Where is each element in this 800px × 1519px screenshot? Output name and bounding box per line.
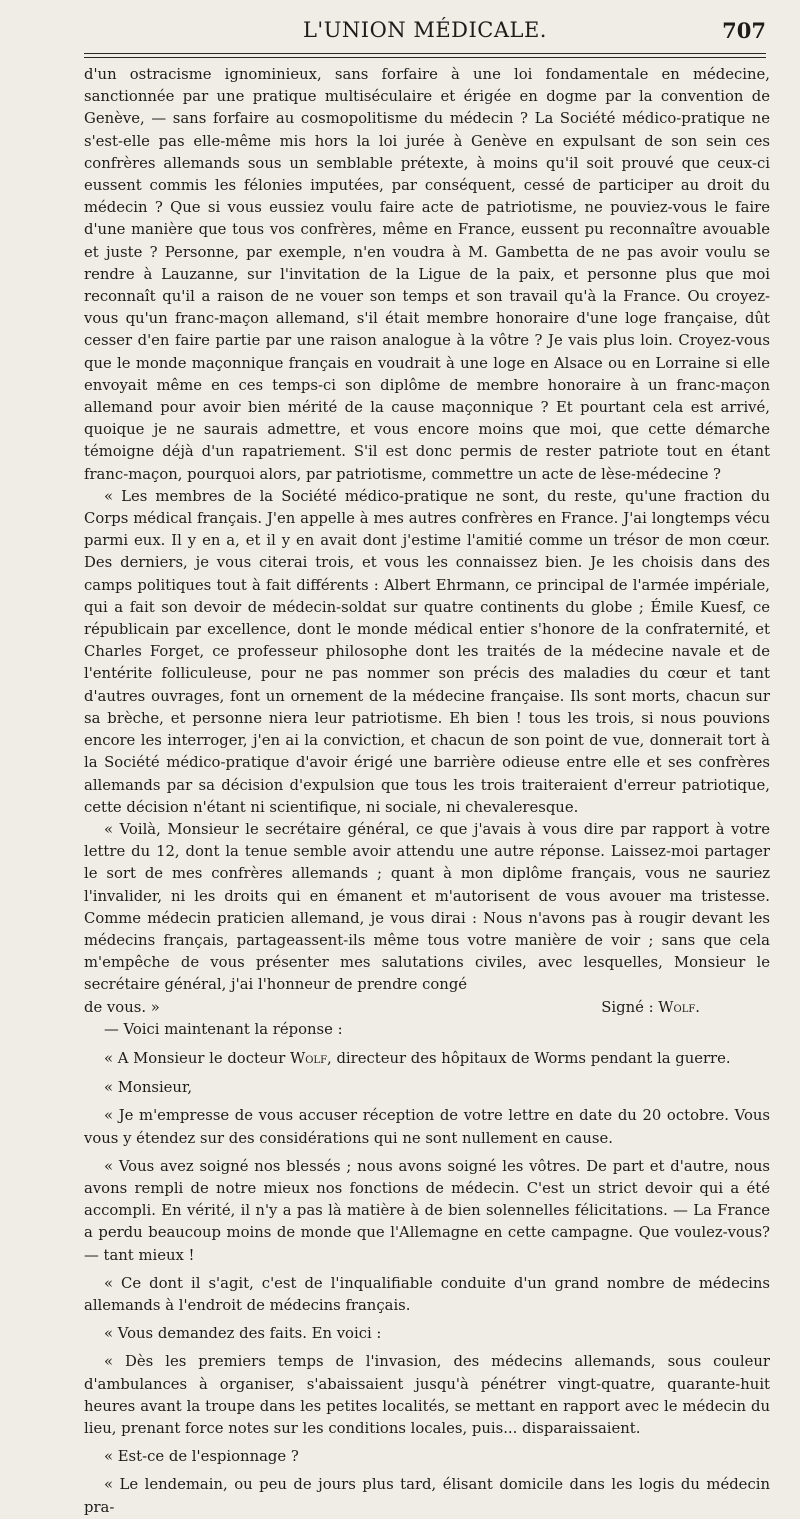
letter-paragraph: « Ce dont il s'agit, c'est de l'inqualifiable conduite d'un grand nombre de médecins allemands à l'endroit de médecins français.	[84, 1274, 770, 1314]
signature-line	[84, 997, 770, 1019]
closing-words: de vous. »	[84, 998, 160, 1016]
letter-paragraph: « Le lendemain, ou peu de jours plus tard, élisant domicile dans les logis du médecin pra-	[84, 1476, 770, 1516]
page-number: 707	[722, 18, 766, 43]
paragraph-continuation: d'un ostracisme ignominieux, sans forfaire à une loi fondamentale en médecine, sanctionnée par une pratique multiséculaire et érigée en dogme par la convention de Genève, — sans forfaire au cosmopolitisme du médecin ? La Société médico-pratique ne s'est-elle pas elle-même mis hors la loi jurée à Genève en expulsant de son sein ces confrères allemands sous un semblable prétexte, à moins qu'il soit prouvé que ceux-ci eussent commis les félonies imputées, par conséquent, cessé de participer au droit du médecin ? Que si vous eussiez voulu faire acte de patriotisme, ne pouviez-vous le faire d'une manière que tous vos confrères, même en France, eussent pu reconnaître avouable et juste ? Personne, par exemple, n'en voudra à M. Gambetta de ne pas avoir voulu se rendre à Lauzanne, sur l'invitation de la Ligue de la paix, et personne plus que moi reconnaît qu'il a raison de ne vouer son temps et son travail qu'à la France. Ou croyez-vous qu'un franc-maçon allemand, s'il était membre honoraire d'une loge française, dût cesser d'en faire partie par une raison analogue à la vôtre ? Je vais plus loin. Croyez-vous que le monde maçonnique français en voudrait à une loge en Alsace ou en Lorraine si elle envoyait même en ces temps-ci son diplôme de membre honoraire à un franc-maçon allemand pour avoir bien mérité de la cause maçonnique ? Et pourtant cela est arrivé, quoique je ne saurais admettre, et vous encore moins que moi, que cette démarche témoigne déjà d'un rapatriement. S'il est donc permis de rester patriote tout en étant franc-maçon, pourquoi alors, par patriotisme, commettre un acte de lèse-médecine ?	[84, 66, 770, 483]
journal-title: L'UNION MÉDICALE.	[302, 18, 547, 42]
address-rest: directeur des hôpitaux de Worms pendant la guerre.	[336, 1049, 731, 1067]
letter-address	[84, 1048, 770, 1070]
letter-paragraph: « Je m'empresse de vous accuser réception de votre lettre en date du 20 octobre. Vous vous y étendez sur des considérations qui ne sont nullement en cause.	[84, 1107, 770, 1147]
header-rule-thin	[84, 57, 766, 58]
reply-intro: — Voici maintenant la réponse :	[104, 1020, 343, 1038]
address-prefix: « A Monsieur le docteur	[104, 1049, 286, 1067]
letter-paragraph: « Est-ce de l'espionnage ?	[104, 1448, 299, 1466]
running-header	[84, 16, 766, 50]
letter-paragraph: « Vous avez soigné nos blessés ; nous avons soigné les vôtres. De part et d'autre, nous avons rempli de notre mieux nos fonctions de médecin. C'est un strict devoir qui a été accompli. En vérité, il n'y a pas là matière à de bien solennelles félicitations. — La France a perdu beaucoup moins de monde que l'Allemagne en cette campagne. Que voulez-vous? — tant mieux !	[84, 1157, 770, 1264]
letter-paragraph: « Vous demandez des faits. En voici :	[104, 1325, 382, 1343]
signature	[601, 997, 700, 1019]
paragraph-colleagues: « Les membres de la Société médico-pratique ne sont, du reste, qu'une fraction du Corps médical français. J'en appelle à mes autres confrères en France. J'ai longtemps vécu parmi eux. Il y en a, et il y en avait dont j'estime l'amitié comme un trésor de mon cœur. Des derniers, je vous citerai trois, et vous les connaissez bien. Je les choisis dans des camps politiques tout à fait différents : Albert Ehrmann, ce principal de l'armée impériale, qui a fait son devoir de médecin-soldat sur quatre continents du globe ; Émile Kuesf, ce républicain par excellence, dont le monde médical entier s'honore de la confraternité, et Charles Forget, ce professeur philosophe dont les traités de la médecine navale et de l'entérite folliculeuse, pour ne pas nommer son précis des maladies du cœur et tant d'autres ouvrages, font un ornement de la médecine française. Ils sont morts, chacun sur sa brèche, et personne niera leur patriotisme. Eh bien ! tous les trois, si nous pouvions encore les interroger, j'en ai la conviction, et chacun de son point de vue, donnerait tort à la Société médico-pratique d'avoir érigé une barrière odieuse entre elle et ses confrères allemands par sa décision d'expulsion que tous les trois traiteraient d'erreur patriotique, cette décision n'étant ni scientifique, ni sociale, ni chevaleresque.	[84, 487, 770, 816]
article-body	[84, 64, 770, 1519]
header-rule-thick	[84, 53, 766, 54]
signer-name: Wolf.	[658, 998, 700, 1016]
signed-label: Signé :	[601, 998, 654, 1016]
address-name: Wolf,	[290, 1049, 332, 1067]
letter-salutation: « Monsieur,	[104, 1079, 193, 1097]
paragraph-closing: « Voilà, Monsieur le secrétaire général, ce que j'avais à vous dire par rapport à votre lettre du 12, dont la tenue semble avoir attendu une autre réponse. Laissez-moi partager le sort de mes confrères allemands ; quant à mon diplôme français, vous ne sauriez l'invalider, ni les droits qui en émanent et m'autorisent de vous avouer ma tristesse. Comme médecin praticien allemand, je vous dirai : Nous n'avons pas à rougir devant les médecins français, partageassent-ils même tous votre manière de voir ; sans que cela m'empêche de vous présenter mes salutations civiles, avec lesquelles, Monsieur le secrétaire général, j'ai l'honneur de prendre congé	[84, 820, 770, 994]
letter-paragraph: « Dès les premiers temps de l'invasion, des médecins allemands, sous couleur d'ambulances à organiser, s'abaissaient jusqu'à pénétrer vingt-quatre, quarante-huit heures avant la troupe dans les petites localités, se mettant en rapport avec le médecin du lieu, prenant force notes sur les conditions locales, puis... disparaissaient.	[84, 1353, 770, 1437]
